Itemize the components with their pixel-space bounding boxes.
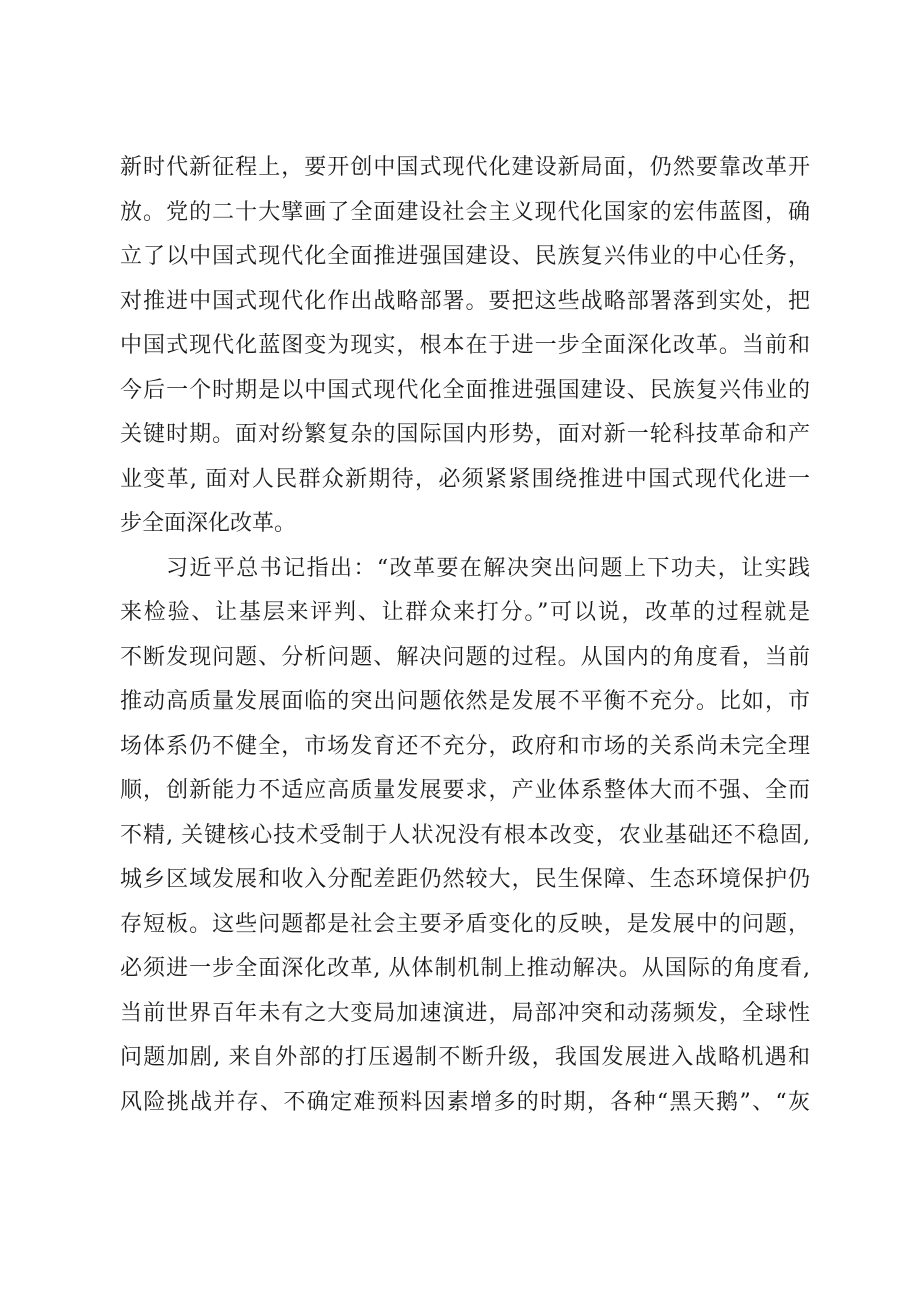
paragraph-line: 业变革, 面对人民群众新期待，必须紧紧围绕推进中国式现代化进一 (120, 466, 810, 492)
paragraph-line: 必须进一步全面深化改革, 从体制机制上推动解决。从国际的角度看, (120, 956, 810, 981)
paragraph-line: 问题加剧, 来自外部的打压遏制不断升级，我国发展进入战略机遇和 (120, 1045, 810, 1070)
paragraph-line: 新时代新征程上，要开创中国式现代化建设新局面，仍然要靠改革开 (120, 155, 810, 180)
paragraph-line: 中国式现代化蓝图变为现实，根本在于进一步全面深化改革。当前和 (120, 333, 810, 358)
paragraph-line: 场体系仍不健全，市场发育还不充分，政府和市场的关系尚未完全理 (120, 733, 810, 759)
paragraph-line: 推动高质量发展面临的突出问题依然是发展不平衡不充分。比如，市 (120, 689, 810, 714)
paragraph-line: 习近平总书记指出：“改革要在解决突出问题上下功夫，让实践 (166, 555, 810, 581)
paragraph-line: 今后一个时期是以中国式现代化全面推进强国建设、民族复兴伟业的 (120, 377, 810, 403)
paragraph-line: 顺，创新能力不适应高质量发展要求，产业体系整体大而不强、全而 (120, 778, 810, 803)
paragraph-2 (120, 547, 810, 1126)
paragraph-line: 城乡区域发展和收入分配差距仍然较大，民生保障、生态环境保护仍 (120, 867, 810, 892)
body-text (120, 146, 810, 1125)
paragraph-line: 关键时期。面对纷繁复杂的国际国内形势，面对新一轮科技革命和产 (120, 422, 810, 447)
paragraph-line: 来检验、让基层来评判、让群众来打分。”可以说，改革的过程就是 (120, 600, 810, 625)
paragraph-line: 放。党的二十大擘画了全面建设社会主义现代化国家的宏伟蓝图，确 (120, 199, 810, 225)
paragraph-line: 对推进中国式现代化作出战略部署。要把这些战略部署落到实处，把 (120, 288, 810, 314)
paragraph-line: 立了以中国式现代化全面推进强国建设、民族复兴伟业的中心任务， (120, 244, 810, 269)
paragraph-line: 存短板。这些问题都是社会主要矛盾变化的反映，是发展中的问题， (120, 911, 810, 937)
paragraph-1 (120, 146, 810, 547)
paragraph-line: 当前世界百年未有之大变局加速演进，局部冲突和动荡频发，全球性 (120, 1000, 810, 1026)
paragraph-line: 不精, 关键核心技术受制于人状况没有根本改变，农业基础还不稳固, (120, 822, 810, 848)
paragraph-line: 不断发现问题、分析问题、解决问题的过程。从国内的角度看，当前 (120, 644, 810, 670)
paragraph-line: 风险挑战并存、不确定难预料因素增多的时期，各种“黑天鹅”、“灰 (120, 1089, 810, 1115)
paragraph-line: 步全面深化改革。 (120, 511, 297, 536)
